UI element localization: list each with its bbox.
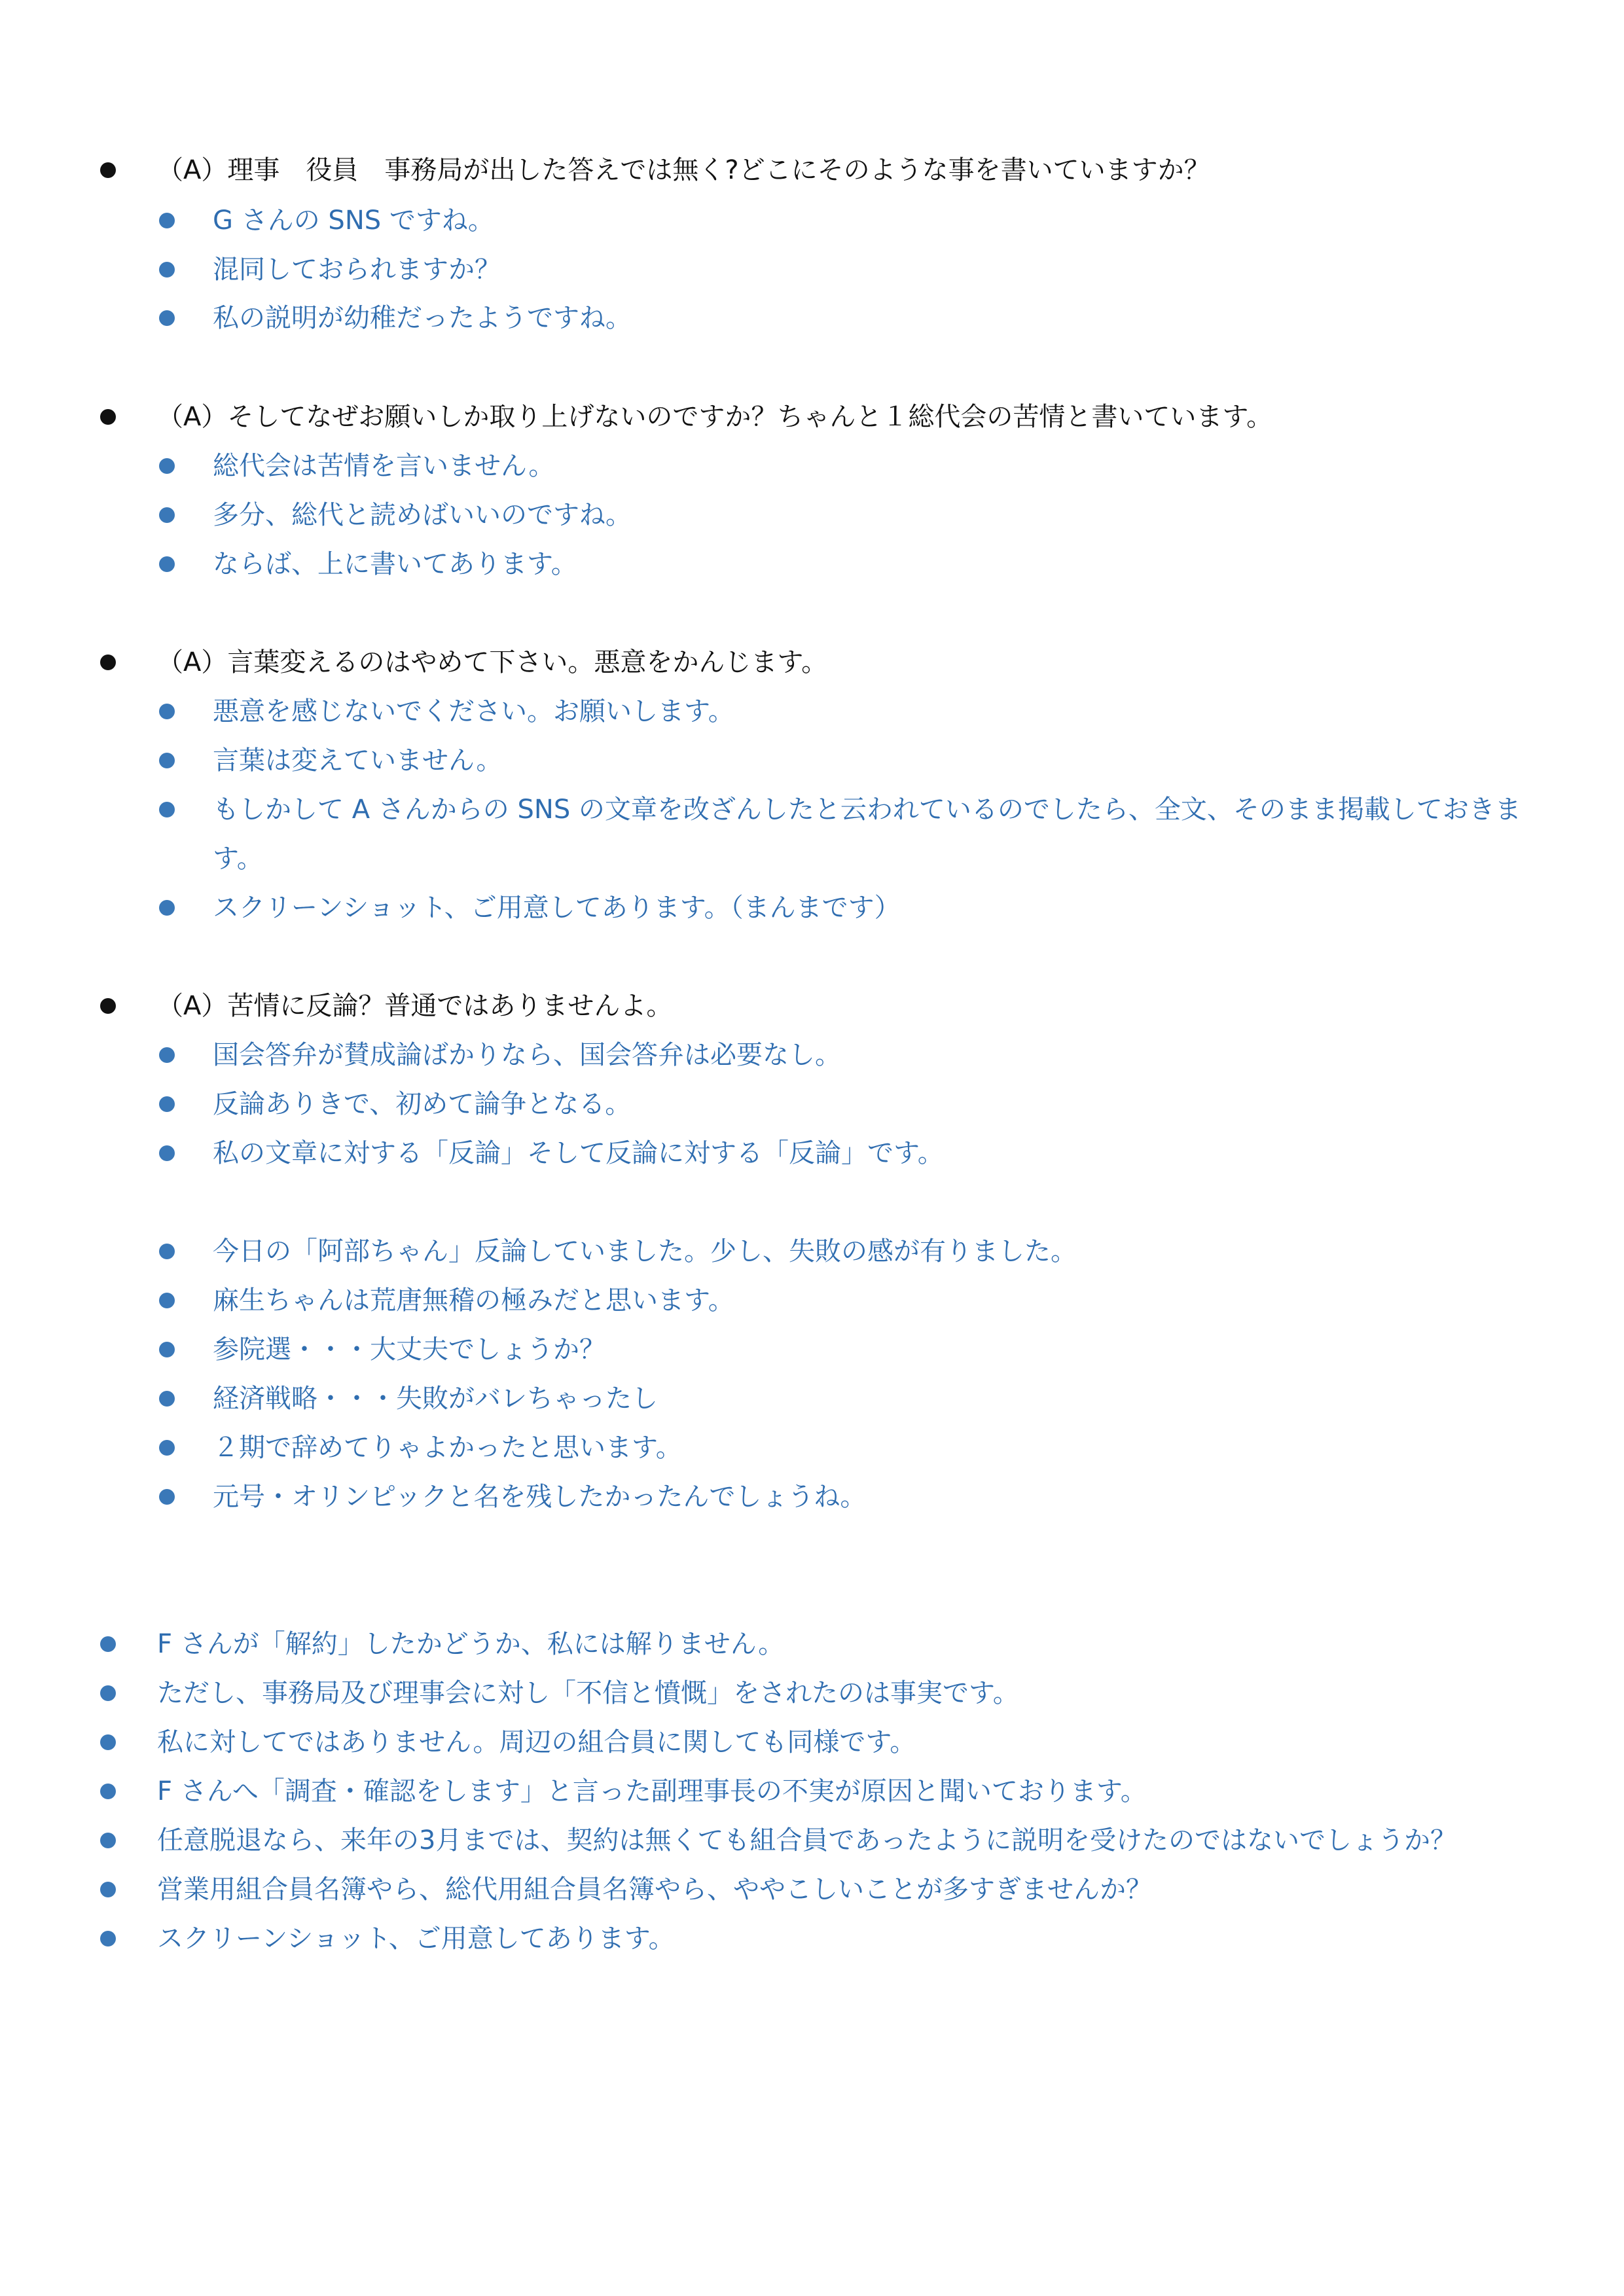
- closing-point: 私に対してではありません。周辺の組合員に関しても同様です。: [157, 1727, 916, 1757]
- bullet-icon: [100, 1636, 116, 1652]
- answer-item: 国会答弁が賛成論ばかりなら、国会答弁は必要なし。: [213, 1040, 841, 1070]
- answer-item: 麻生ちゃんは荒唐無稽の極みだと思います。: [213, 1285, 734, 1316]
- bullet-icon: [100, 1833, 116, 1848]
- bullet-icon: [159, 753, 175, 768]
- answer-item: 元号・オリンピックと名を残したかったんでしょうね。: [213, 1482, 867, 1512]
- answer-item: スクリーンショット、ご用意してあります。（まんまです）: [213, 893, 901, 923]
- answer-item: 混同しておられますか？: [213, 255, 501, 285]
- closing-point: F さんが「解約」したかどうか、私には解りません。: [157, 1629, 785, 1659]
- answer-item: 経済戦略・・・失敗がバレちゃったし: [213, 1384, 658, 1414]
- answer-item: G さんの SNS ですね。: [213, 206, 494, 236]
- answer-item: ならば、上に書いてあります。: [213, 549, 577, 579]
- bullet-icon: [159, 213, 175, 228]
- answer-item: 私の説明が幼稚だったようですね。: [213, 303, 632, 333]
- bullet-icon: [100, 1685, 116, 1701]
- closing-point: ただし、事務局及び理事会に対し「不信と憤慨」をされたのは事実です。: [157, 1678, 1019, 1708]
- answer-item: 悪意を感じないでください。お願いします。: [213, 696, 734, 726]
- bullet-icon: [159, 1145, 175, 1161]
- bullet-icon: [159, 900, 175, 916]
- bullet-icon: [100, 1931, 116, 1946]
- closing-point: 任意脱退なら、来年の3月までは、契約は無くても組合員であったように説明を受けたのではないでしょうか？: [157, 1825, 1457, 1856]
- answer-item: 参院選・・・大丈夫でしょうか？: [213, 1335, 605, 1365]
- bullet-icon: [159, 1047, 175, 1063]
- bullet-icon: [159, 1489, 175, 1505]
- bullet-icon: [159, 1293, 175, 1308]
- bullet-icon: [159, 1342, 175, 1357]
- answer-item: 言葉は変えていません。: [213, 745, 503, 776]
- question-3: （A）言葉変えるのはやめて下さい。悪意をかんじます。: [157, 647, 828, 677]
- bullet-icon: [159, 458, 175, 474]
- bullet-icon: [159, 704, 175, 719]
- answer-item: 今日の「阿部ちゃん」反論していました。少し、失敗の感が有りました。: [213, 1236, 1077, 1266]
- question-2: （A）そしてなぜお願いしか取り上げないのですか？ちゃんと１総代会の苦情と書いています。: [157, 402, 1273, 432]
- bullet-icon: [100, 409, 116, 425]
- answer-item: 私の文章に対する「反論」そして反論に対する「反論」です。: [213, 1138, 944, 1168]
- answer-item: 反論ありきで、初めて論争となる。: [213, 1089, 632, 1119]
- bullet-icon: [100, 998, 116, 1014]
- closing-point: 営業用組合員名簿やら、総代用組合員名簿やら、ややこしいことが多すぎませんか？: [157, 1874, 1152, 1905]
- bullet-icon: [159, 507, 175, 523]
- bullet-icon: [159, 1440, 175, 1456]
- bullet-icon: [100, 1734, 116, 1750]
- bullet-icon: [100, 1784, 116, 1799]
- closing-point: F さんへ「調査・確認をします」と言った副理事長の不実が原因と聞いております。: [157, 1776, 1147, 1806]
- bullet-icon: [159, 310, 175, 326]
- bullet-icon: [159, 1244, 175, 1259]
- closing-point: スクリーンショット、ご用意してあります。: [157, 1924, 675, 1954]
- question-1: （A）理事 役員 事務局が出した答えでは無く?どこにそのような事を書いていますか？: [157, 155, 1210, 185]
- answer-item: 総代会は苦情を言いません。: [213, 451, 555, 481]
- bullet-icon: [159, 262, 175, 278]
- bullet-icon: [159, 802, 175, 817]
- answer-item-wrapped: もしかして A さんからの SNS の文章を改ざんしたと云われているのでしたら、全文、そのまま掲載しておきます。: [213, 795, 1521, 874]
- bullet-icon: [159, 556, 175, 572]
- answer-item: 多分、総代と読めばいいのですね。: [213, 500, 632, 530]
- bullet-icon: [100, 162, 116, 178]
- question-4: （A）苦情に反論？普通ではありませんよ。: [157, 991, 673, 1021]
- bullet-icon: [159, 1096, 175, 1112]
- bullet-icon: [100, 655, 116, 670]
- answer-item: ２期で辞めてりゃよかったと思います。: [213, 1433, 682, 1463]
- bullet-icon: [159, 1391, 175, 1407]
- bullet-icon: [100, 1882, 116, 1897]
